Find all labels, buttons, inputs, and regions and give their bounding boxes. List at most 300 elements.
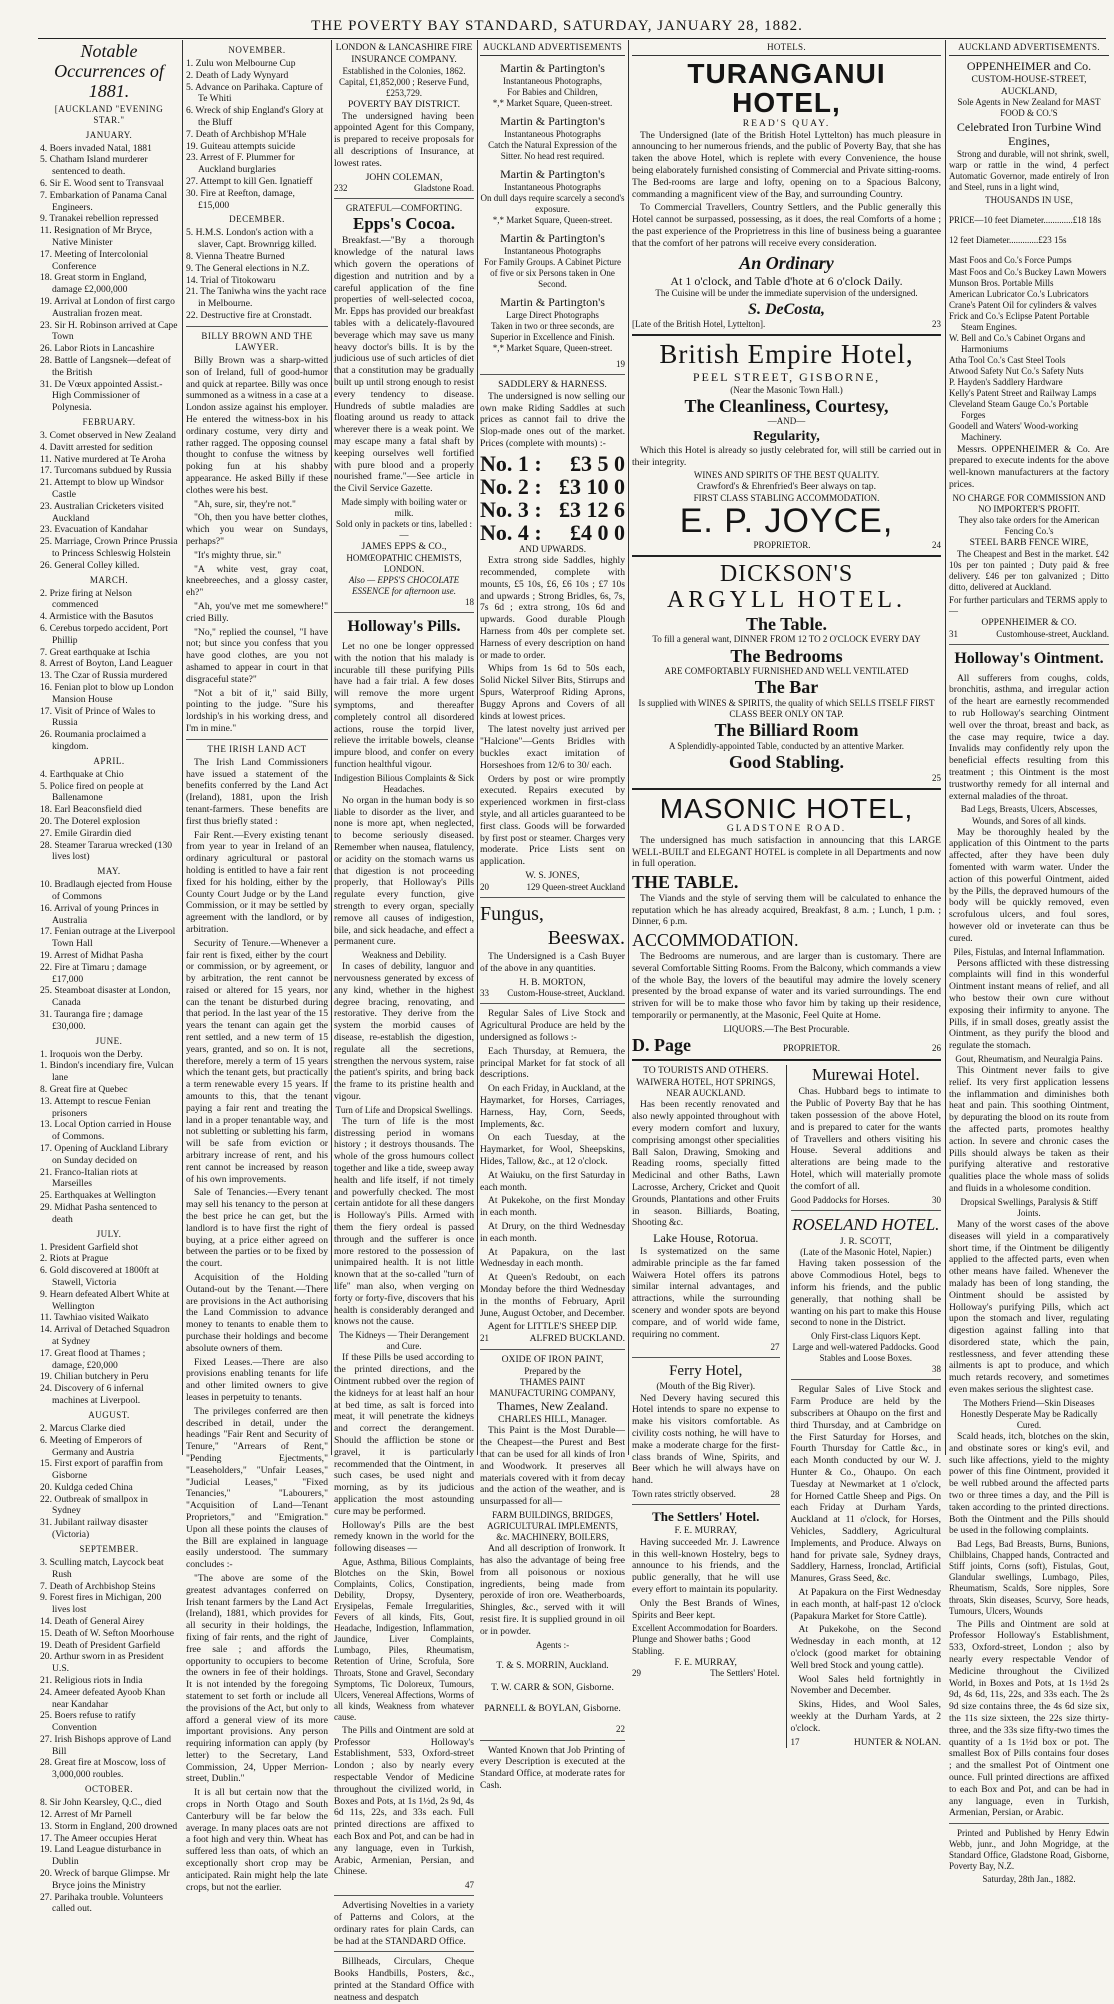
settlers-boarders: Excellent Accommodation for Boarders. xyxy=(632,1623,778,1634)
event-item: 2. Prize firing at Nelson commenced xyxy=(40,587,132,611)
saddle-label: No. 1 : xyxy=(480,450,542,476)
event-item: 22. Destructive fire at Cronstadt. xyxy=(186,310,312,322)
british-empire-text: Which this Hotel is already so justly celebrated for, will still be carried out in their integrity. xyxy=(632,444,941,468)
epps-cocoa-title: Epps's Cocoa. xyxy=(352,214,456,234)
ad-line: *,* Market Square, Queen-street. xyxy=(492,342,613,353)
article-paragraph: Fair Rent.—Every existing tenant from year to year in Ireland of an ordinary agricultural or pastoral holding is entitled to have a fair rent fixed for his holding, either by the County Court Judge or by the Land Commission, or it may be settled by agreement with the landlord, or by arbitration. xyxy=(186,829,328,935)
barb-wire-text: The Cheapest and Best in the market. £42 10s per ton painted ; Duty paid & free delivery. £46 per ton galvanized ; Ditto ditto, delivered at Auckland. xyxy=(949,548,1109,592)
ad-number: 47 xyxy=(465,1880,474,1891)
article-paragraph: "Ah, you've met me somewhere!" cried Billy. xyxy=(186,600,328,624)
column-oppenheimer-ointment xyxy=(949,42,1109,1885)
article-paragraph: "Oh, then you have better clothes, which you wear on Sundays, perhaps?" xyxy=(186,512,328,547)
event-item: 26. Labor Riots in Lancashire xyxy=(40,343,155,355)
column-header: HOTELS. xyxy=(632,42,941,56)
turanganui-subtitle: READ'S QUAY. xyxy=(742,117,831,129)
masonic-table-text: The Viands and the style of serving them will be calculated to enhance the reputation which he has already acquired, Breakfast, 8 a.m. ; Lunch, 1 p.m. ; Dinner, 6 p.m. xyxy=(632,892,941,928)
saddle-price: £3 10 0 xyxy=(559,473,625,499)
ad-number: 28 xyxy=(770,1488,780,1499)
event-item: 17. The Ameer occupies Herat xyxy=(40,1832,157,1844)
oppenheimer-city: AUCKLAND, xyxy=(1000,85,1058,97)
oxide-prep: Prepared by the xyxy=(524,1365,581,1376)
column-hotels xyxy=(632,42,941,1748)
article-paragraph: "Ah, sure, sir, they're not." xyxy=(194,498,296,510)
regular-sales-text: At Papakura on the First Wednesday in each month, at half-past 12 o'clock (Papakura Market for Store Cattle). xyxy=(790,1586,941,1622)
dicksons-title: DICKSON'S xyxy=(719,561,854,588)
beeswax-title: Beeswax. xyxy=(547,927,625,950)
saddlery-text: The undersigned is now selling our own make Riding Saddles at such prices as cannot fail to drive the Slop-made ones out of the market. Prices (complete with mounts) :- xyxy=(480,390,625,449)
photograph-ad xyxy=(480,61,625,109)
dick-bedrooms-heading: The Bedrooms xyxy=(730,645,843,666)
saddlery-name: W. S. JONES, xyxy=(525,869,580,881)
event-item: 10. Bradlaugh ejected from House of Commons xyxy=(40,879,172,903)
regular-sales-text: Skins, Hides, and Wool Sales, weekly at the Durham Yards, at 2 o'clock. xyxy=(790,1699,941,1734)
event-item: 7. Great earthquake at Ischia xyxy=(40,646,151,658)
british-empire-address: PEEL STREET, GISBORNE, xyxy=(692,369,881,384)
oppenheimer-item: Mast Foos and Co.'s Buckey Lawn Mowers xyxy=(949,266,1107,277)
ad-number: 232 xyxy=(334,183,348,194)
saddle-price-row xyxy=(480,475,625,498)
ointment-text: Scald heads, itch, blotches on the skin, and obstinate sores or king's evil, and such like affections, yield to the mighty power of this fine Ointment, provided it be well rubbed around the affected parts two or three times a day, and the Pill is taken according to the printed directions. Both the Ointment and the Pills should be used in the following complaints. xyxy=(949,1431,1109,1537)
article-paragraph: It is all but certain now that the crops in North Otago and South Canterbury will be far below the average. In many places oats are not a foot high and very thin. Wheat has suffered less than oats, of which an exceptionally short crop may be anticipated. Rain might help the late crops, but not the earlier. xyxy=(186,1787,328,1893)
masthead-rule xyxy=(38,38,1106,39)
event-item: 7. Embarkation of Panama Canal Engineers. xyxy=(40,189,168,213)
event-item: 25. Marriage, Crown Prince Prussia to Princess Schleswig Holstein xyxy=(40,536,178,559)
billheads-notice: Billheads, Circulars, Cheque Books Handbills, Posters, &c., printed at the Standard Office with neatness and despatch xyxy=(334,1956,474,2003)
event-item: 7. Death of Archbishop M'Hale xyxy=(186,128,307,140)
saddle-upwards: AND UPWARDS. xyxy=(518,544,586,555)
photographer-name: Martin & Partington's xyxy=(500,166,605,181)
ad-number: 21 xyxy=(480,1333,489,1344)
event-item: 21. Franco-Italian riots at Marseilles xyxy=(40,1166,138,1190)
event-item: 27. Irish Bishops approve of Land Bill xyxy=(40,1733,172,1757)
lake-house-text: Is systematized on the same admirable principle as the far famed Waiwera Hotel offers its patrons similar internal advantages, and attractions, while the surrounding scenery and wonder spots are beyond compare, and of world wide fame, requiring no comment. xyxy=(632,1245,780,1340)
advertising-notice: Advertising Novelties in a variety of Patterns and Colors, at the ordinary rates for plain Cards, can be had at the STANDARD Office. xyxy=(334,1900,474,1947)
event-item: 19. Chilian butchery in Peru xyxy=(40,1371,149,1383)
epps-made: Made simply with boiling water or milk. xyxy=(341,496,467,518)
article-paragraph: Sale of Tenancies.—Every tenant may sell his tenancy to the person at the best price he can get, but the landlord is to have first the right of buying, at a price either agreed on between the parties or to be fixed by the court. xyxy=(186,1187,328,1270)
event-item: 6. Cerebus torpedo accident, Port Phillip xyxy=(40,622,168,646)
oppenheimer-item: Kelly's Patent Street and Railway Lamps xyxy=(949,388,1097,399)
saddle-price: £3 5 0 xyxy=(570,450,625,476)
oppenheimer-name: OPPENHEIMER & CO. xyxy=(981,617,1077,629)
saddlery-address: 129 Queen-street Auckland xyxy=(526,881,625,892)
holloway-text: The Pills and Ointment are sold at Professor Holloway's Establishment, 533, Oxford-street London ; also by nearly every respectable Vendor of Medicine throughout the civilized world, in Boxes and Pots, at 1s 1½d, 2s 9d, 4s 6d 11s, 22s, and 33s each. Full printed directions are affixed to each Box and Pot, and can be had in any language, even in Turkish, Arabic, Armenian, Persian, and Chinese. xyxy=(334,1724,474,1878)
oppenheimer-item: Frick and Co.'s Eclipse Patent Portable Steam Engines. xyxy=(949,310,1090,332)
insurance-text: The undersigned having been appointed Agent for this Company, is prepared to receive proposals for all descriptions of Insurance, at lowest rates. xyxy=(334,110,474,169)
ad-line: Instantaneous Photographs, xyxy=(503,75,602,86)
event-item: 9. Hearn defeated Albert White at Wellington xyxy=(40,1288,170,1312)
event-item: 27. Attempt to kill Gen. Ignatieff xyxy=(186,176,313,188)
event-item: 22. Outbreak of smallpox in Sydney xyxy=(40,1493,148,1517)
further-particulars: For further particulars and TERMS apply to— xyxy=(949,595,1108,617)
decosta-late: [Late of the British Hotel, Lyttelton]. xyxy=(632,319,766,330)
event-item: 17. Visit of Prince of Wales to Russia xyxy=(40,705,156,729)
event-item: 4. Boers invaded Natal, 1881 xyxy=(40,142,152,154)
event-item: 18. Earl Beaconsfield died xyxy=(40,804,142,816)
ad-number: 22 xyxy=(616,1724,625,1735)
british-empire-motto: The Cleanliness, Courtesy, xyxy=(684,395,889,416)
event-item: 6. Meeting of Emperors of Germany and Austria xyxy=(40,1434,143,1458)
oppenheimer-item: Crane's Patent Oil for cylinders & valves xyxy=(949,299,1097,310)
billy-brown-title: BILLY BROWN AND THE LAWYER. xyxy=(201,330,313,352)
imprint-date: Saturday, 28th Jan., 1882. xyxy=(982,1874,1076,1885)
photograph-ad xyxy=(480,167,625,226)
oppenheimer-item: P. Hayden's Saddlery Hardware xyxy=(949,377,1063,388)
event-item: 28. Great fire at Moscow, loss of 3,000,000 roubles. xyxy=(40,1757,166,1781)
masonic-accommodation-heading: ACCOMMODATION. xyxy=(632,930,799,951)
notable-occurrences-title: Notable Occurrences of 1881. xyxy=(54,41,164,101)
event-item: 4. Armistice with the Basutos xyxy=(40,611,154,623)
event-item: 23. Arrest of F. Plummer for Auckland burglaries xyxy=(186,152,295,176)
oxide-agent: T. W. CARR & SON, Gisborne. xyxy=(491,1681,614,1693)
ad-number: 29 xyxy=(632,1668,641,1679)
dick-bar-heading: The Bar xyxy=(754,677,819,698)
saddle-price: £3 12 6 xyxy=(559,496,625,522)
turbine-text: Strong and durable, will not shrink, swell, warp or rattle in the wind, 4 perfect Automatic Governor, made entirely of Iron and Steel, runs in a light wind, xyxy=(949,149,1109,193)
ointment-subheading: Dropsical Swellings, Paralysis & Stiff Joints. xyxy=(960,1196,1098,1218)
event-item: 22. Fire at Timaru ; damage £17,000 xyxy=(40,961,147,985)
event-item: 14. Death of General Airey xyxy=(40,1615,145,1627)
roseland-late: (Late of the Masonic Hotel, Napier.) xyxy=(800,1247,932,1258)
event-item: 8. Arrest of Boyton, Land Leaguer xyxy=(40,658,173,670)
event-item: 17. Turcomans subdued by Russia xyxy=(40,465,172,477)
masonic-accommodation-text: The Bedrooms are numerous, and are larger than is customary. There are several Comfortable Sitting Rooms. From the Balcony, which commands a view of the whole Bay, the lovers of the beautiful may admire the lovely scenery presented by the broad expanse of water and its varied surroundings. The end striven for will be to make those who favor him by taking up their residence, temporarily or permanently, at the Masonic, Feel Quite at Home. xyxy=(632,950,941,1021)
masonic-address: GLADSTONE ROAD. xyxy=(726,823,847,834)
settlers-name: F. E. MURRAY, xyxy=(674,1656,737,1668)
event-item: 2. Riots at Prague xyxy=(40,1253,109,1265)
oppenheimer-item: W. Bell and Co.'s Cabinet Organs and Harmoniums xyxy=(949,332,1086,354)
event-item: 18. Great storm in England, damage £2,000,000 xyxy=(40,272,147,296)
ointment-text: All sufferers from coughs, colds, bronchitis, asthma, and irregular action of the heart are earnestly recommended to rub Holloway's searching Ointment well over the throat, breast and back, as the case may require, twice a day. Invalids may confidently rely upon the beneficial effects resulting from this treatment ; this Ointment is the most trustworthy remedy for all internal and external maladies of the throat. xyxy=(949,672,1109,802)
turanganui-text: To Commercial Travellers, Country Settlers, and the Public generally this Hotel cannot be surpassed, possessing, as it does, the real Comforts of a home ; the past experience of the Proprietress in this line of business being a guarantee that the comfort of her patrons will receive every consideration. xyxy=(632,202,941,249)
holloway-text: The turn of life is the most distressing period in womans history ; it destroys thousands. The whole of the gross humours collect together and like a tide, sweep away health and life itself, if not timely and powerfully checked. The most certain antidote for all these dangers is Holloway's Pills. Armed with them the fiery ordeal is passed through and the sufferer is once more restored to the possession of unimpaired health. It is not little known that at the so-called "turn of life" man also, when verging on forty or forty-five, discovers that his health is considerably deranged and knows not the cause. xyxy=(334,1115,474,1328)
event-item: 31. Tauranga fire ; damage £30,000. xyxy=(40,1009,143,1032)
event-item: 31. De Vœux appointed Assist.-High Commissioner of Polynesia. xyxy=(40,378,163,414)
insurance-subtitle: INSURANCE COMPANY. xyxy=(351,53,457,65)
imprint: Printed and Published by Henry Edwin Webb, junr., and John Mogridge, at the Standard Office, Gladstone Road, Gisborne, Poverty Bay, N.Z. xyxy=(949,1828,1109,1872)
event-item: 8. Great fire at Quebec xyxy=(40,1084,128,1096)
oxide-place: Thames, New Zealand. xyxy=(496,1398,609,1413)
regular-sales-text: At Pukekohe, on the Second Wednesday in each month, at 12 o'clock (good market for obtaining Well bred Stock and young cattle). xyxy=(790,1624,941,1671)
event-item: 5. H.M.S. London's action with a slaver, Capt. Brownrigg killed. xyxy=(186,227,317,251)
article-paragraph: Fixed Leases.—There are also provisions enabling tenants for life and other limited owners to give leases in perpetuity to tenants. xyxy=(186,1356,328,1403)
roseland-title: ROSELAND HOTEL. xyxy=(792,1214,940,1234)
event-item: 25. Steamboat disaster at London, Canada xyxy=(40,985,171,1009)
regular-sales-text: Wool Sales held fortnightly in November and December. xyxy=(790,1673,941,1697)
thousands-in-use: THOUSANDS IN USE, xyxy=(985,195,1073,206)
month-heading: NOVEMBER. xyxy=(228,45,286,55)
argyll-title: ARGYLL HOTEL. xyxy=(666,587,907,614)
event-item: 21. The Taniwha wins the yacht race in Melbourne. xyxy=(186,286,327,310)
dick-billiard-text: A Splendidly-appointed Table, conducted by an attentive Marker. xyxy=(669,740,904,751)
oxide-agent: T. & S. MORRIN, Auckland. xyxy=(496,1660,609,1672)
ad-number: 30 xyxy=(932,1194,941,1205)
event-item: 11. Native murdered at Te Aroha xyxy=(40,453,166,465)
ointment-text: Persons afflicted with these distressing complaints will find in this wonderful Ointment instant means of relief, and all who bestow their own cure without exposing their infirmity to anyone. The Pills, if in small doses, greatly assist the Ointment, as they purify the blood and regulate the stomach. xyxy=(949,957,1109,1052)
event-item: 20. Kuldga ceded China xyxy=(40,1481,133,1493)
november-events xyxy=(186,58,328,211)
oppenheimer-item: Munson Bros. Portable Mills xyxy=(949,277,1054,288)
sales-agent: Agent for LITTLE'S SHEEP DIP. xyxy=(487,1321,618,1333)
photograph-ad xyxy=(480,295,625,354)
column-insurance-cocoa-pills xyxy=(334,42,475,2003)
murewai-text: Chas. Hubbard begs to intimate to the Public of Poverty Bay that he has taken possession of the above Hotel, and is prepared to cater for the wants of Travellers and others visiting his House. Several additions and alterations are being made to the Hotel, which will materially promote the comfort of all. xyxy=(790,1086,941,1192)
oppenheimer-item: Atwood Safety Nut Co.'s Safety Nuts xyxy=(949,366,1084,377)
ad-line: Taken in two or three seconds, are Superior in Excellence and Finish. xyxy=(490,320,615,342)
oppenheimer-title: OPPENHEIMER and Co. xyxy=(966,59,1092,74)
sales-item: At Pukekohe, on the first Monday in each month. xyxy=(480,1195,625,1219)
sales-item: At Queen's Redoubt, on each Monday before the third Wednesday in the months of February, April June, August October, and December. xyxy=(480,1272,625,1319)
ordinary-times: At 1 o'clock, and Table d'hote at 6 o'clock Daily. xyxy=(670,273,903,288)
decosta-name: S. DeCosta, xyxy=(748,300,825,318)
oxide-title: OXIDE OF IRON PAINT, xyxy=(501,1353,604,1365)
ad-line: Instantaneous Photographs xyxy=(504,128,601,139)
ointment-text: This Ointment never fails to give relief. Its very first application lessens the inflammation and diminishes both heat and pain. This soothing Ointment, by depurating the blood on its route from the affected parts, promotes healthy action. In severe and chronic cases the Pills should always be taken as their purifying alterative and restorative qualities place the whole mass of solids and fluids in a wholesome condition. xyxy=(949,1065,1109,1194)
event-item: 1. President Garfield shot xyxy=(40,1241,139,1253)
fungus-name: H. B. MORTON, xyxy=(519,976,586,988)
agent-address: Gladstone Road. xyxy=(414,183,474,194)
british-empire-title: British Empire Hotel, xyxy=(659,339,914,370)
event-item: 23. Sir H. Robinson arrived at Cape Town xyxy=(40,319,178,343)
ad-number: 38 xyxy=(932,1364,941,1375)
event-item: 17. Great flood at Thames ; damage, £20,000 xyxy=(40,1347,146,1371)
event-item: 6. Sir E. Wood sent to Transvaal xyxy=(40,177,164,189)
sales-item: On each Tuesday, at the Haymarket, for Wool, Sheepskins, Hides, Tallow, &c., at 12 o'clock. xyxy=(480,1132,625,1167)
photographer-name: Martin & Partington's xyxy=(500,61,605,76)
event-item: 19. Arrival at London of first cargo Australian frozen meat. xyxy=(40,295,175,319)
oppenheimer-item: Mast Foos and Co.'s Force Pumps xyxy=(949,255,1072,266)
dick-stabling-heading: Good Stabling. xyxy=(728,751,845,772)
saddlery-title: SADDLERY & HARNESS. xyxy=(498,379,607,390)
holloway-text: No organ in the human body is so liable to disorder as the liver, and none is more apt, when neglected, to become seriously diseased. Remember when nausea, flatulency, or acidity on the stomach warns us that digestion is not proceeding properly, that Holloway's Pills regulate every function, give strength to every organ, specially remove all causes of indigestion, bile, and sick headache, and effect a permanent cure. xyxy=(334,794,474,948)
event-item: 3. Sculling match, Laycock beat Rush xyxy=(40,1556,164,1580)
event-item: 16. Arrival of young Princes in Australia xyxy=(40,902,159,926)
holloway-pills-title: Holloway's Pills. xyxy=(347,618,461,636)
december-events xyxy=(186,227,328,321)
turbine-prices xyxy=(949,215,1109,246)
ointment-subheading: Gout, Rheumatism, and Neuralgia Pains. xyxy=(955,1053,1103,1064)
british-empire-stabling: FIRST CLASS STABLING ACCOMMODATION. xyxy=(693,493,880,504)
holloway-subheading: Indigestion Bilious Complaints & Sick Headaches. xyxy=(334,772,475,794)
ad-line: *,* Market Square, Queen-street. xyxy=(492,97,613,108)
event-item: 24. Ameer defeated Ayoob Khan near Kandahar xyxy=(40,1686,166,1710)
event-item: 27. Parihaka trouble. Volunteers called out. xyxy=(40,1891,164,1915)
event-item: 12. Arrest of Mr Parnell xyxy=(40,1808,132,1820)
ad-number: 33 xyxy=(480,988,489,999)
event-item: 1. Zulu won Melbourne Cup xyxy=(186,58,296,70)
ad-number: 26 xyxy=(932,1042,941,1053)
cuisine-note: The Cuisine will be under the immediate supervision of the undersigned. xyxy=(655,288,918,299)
event-item: 6. Wreck of ship England's Glory at the Bluff xyxy=(186,105,324,129)
column-header: AUCKLAND ADVERTISEMENTS xyxy=(480,42,625,56)
oxide-agent: PARNELL & BOYLAN, Gisborne. xyxy=(484,1703,621,1715)
event-item: 19. Guiteau attempts suicide xyxy=(186,140,296,152)
joyce-proprietor: PROPRIETOR. xyxy=(753,539,811,550)
month-heading: DECEMBER. xyxy=(229,214,285,225)
saddle-price-row xyxy=(480,452,625,475)
oxide-agent-list xyxy=(480,1660,625,1715)
holloway-diseases: Ague, Asthma, Bilious Complaints, Blotches on the Skin, Bowel Complaints, Colics, Constipation, Debility, Dropsy, Dysentery, Erysipelas, Female Irregularities, Fevers of all kinds, Fits, Gout, Headache, Indigestion, Inflammation, Jaundice, Liver Complaints, Lumbago, Piles, Rheumatism, Retention of Urine, Scrofula, Sore Throats, Stone and Gravel, Secondary Symptoms, Tic Doloreux, Tumours, Ulcers, Venereal Affections, Worms of all kinds, Weakness from whatever cause. xyxy=(334,1556,474,1722)
event-item: 9. The General elections in N.Z. xyxy=(186,262,310,274)
tourists-title: TO TOURISTS AND OTHERS. xyxy=(643,1065,769,1077)
saddle-label: No. 3 : xyxy=(480,496,542,522)
event-item: 23. Evacuation of Kandahar xyxy=(40,524,148,536)
event-item: 13. Storm in England, 200 drowned xyxy=(40,1820,178,1832)
event-item: 6. Gold discovered at 1800ft at Stawell, Victoria xyxy=(40,1265,159,1289)
saddle-price-list xyxy=(480,452,625,544)
ad-number: 19 xyxy=(616,358,625,369)
event-item: 9. Tranakei rebellion repressed xyxy=(40,213,159,225)
event-item: 15. Death of W. Sefton Moorhouse xyxy=(40,1627,175,1639)
fencing-orders: They also take orders for the American Fencing Co.'s xyxy=(958,514,1100,536)
murewai-title: Murewai Hotel. xyxy=(811,1065,920,1085)
ad-line: Large Direct Photographs xyxy=(506,309,599,320)
saddle-label: No. 4 : xyxy=(480,520,542,546)
event-item: 5. Chatham Island murderer sentenced to death. xyxy=(40,154,148,178)
saddle-price: £4 0 0 xyxy=(570,520,625,546)
event-item: 2. Marcus Clarke died xyxy=(40,1422,126,1434)
event-item: 13. The Czar of Russia murdered xyxy=(40,670,168,682)
oppenheimer-item: Goodell and Waters' Wood-working Machinery. xyxy=(949,421,1079,443)
event-item: 5. Advance on Parihaka. Capture of Te Whiti xyxy=(186,81,323,105)
event-item: 7. Death of Archbishop Steins xyxy=(40,1580,156,1592)
irish-land-act-title: THE IRISH LAND ACT xyxy=(207,743,307,754)
column-auckland-advertisements xyxy=(480,42,625,1791)
waiwera-title: WAIWERA HOTEL, HOT SPRINGS, NEAR AUCKLAND. xyxy=(636,1077,776,1099)
saddlery-text: Extra strong side Saddles, highly recommended, complete with mounts, £5 10s, £6, £6 10s ; £7 10s and upwards ; Strong Bridles, 6s, 7s, 7s 6d ; extra strong, 10s 6d and upwards. Good durable Plough Harness from 40s per complete set. Harness of every description on hand or made to order. xyxy=(480,555,625,661)
insurance-agent: JOHN COLEMAN, xyxy=(365,171,443,183)
holloway-ointment-title: Holloway's Ointment. xyxy=(954,650,1104,667)
insurance-capital: Capital, £1,852,000 ; Reserve Fund, £253,729. xyxy=(339,76,469,98)
oxide-text: This Paint is the Most Durable—the Cheapest—the Purest and Best that can be used for all kinds of Iron and Woodwork. It preserves all materials covered with it from decay and the action of the weather, and is unsurpassed for all— xyxy=(480,1425,625,1508)
irish-land-act-article xyxy=(186,757,328,1894)
article-paragraph: Acquisition of the Holding Outand-out by the Tenant.—There are provisions in the Act authorising the Land Commission to advance money to tenants to enable them to purchase their holdings and become absolute owners of them. xyxy=(186,1272,328,1354)
british-empire-wines: WINES AND SPIRITS OF THE BEST QUALITY. xyxy=(693,470,880,481)
epps-text: Breakfast.—"By a thorough knowledge of the natural laws which govern the operations of digestion and nutrition and by a careful application of the fine properties of well-selected cocoa, Mr. Epps has provided our breakfast tables with a delicately-flavoured beverage which may save us many heavy doctor's bills. It is by the judicious use of such articles of diet that a constitution may be gradually built up until strong enough to resist every tendency to disease. Hundreds of subtle maladies are floating around us ready to attack wherever there is a weak point. We may escape many a fatal shaft by keeping ourselves well fortified with pure blood and a properly nourished frame."—See article in the Civil Service Gazette. xyxy=(334,235,474,495)
event-item: 14. Trial of Titokowaru xyxy=(186,274,276,286)
ferry-title: Ferry Hotel, xyxy=(669,1363,743,1380)
event-item: 27. Emile Girardin died xyxy=(40,827,132,839)
column-header: AUCKLAND ADVERTISEMENTS. xyxy=(949,42,1109,56)
sales-item: Each Thursday, at Remuera, the principal Market for fat stock of all descriptions. xyxy=(480,1045,625,1081)
no-charge-notice: NO CHARGE FOR COMMISSION AND NO IMPORTER'S PROFIT. xyxy=(952,492,1106,514)
fungus-title: Fungus, xyxy=(480,902,544,925)
oppenheimer-item: Cleveland Steam Gauge Co.'s Portable Forges xyxy=(949,399,1089,421)
epps-sold: Sold only in packets or tins, labelled :— xyxy=(336,519,472,541)
saddlery-text: Whips from 1s 6d to 50s each, Solid Nickel Silver Bits, Stirrups and Spurs, Waterproof Riding Aprons, Buggy Aprons and Covers of all kinds at lowest prices. xyxy=(480,663,625,722)
event-item: 4. Davitt arrested for sedition xyxy=(40,441,153,453)
settlers-name: F. E. MURRAY, xyxy=(674,1525,737,1537)
event-item: 31. Jubilant railway disaster (Victoria) xyxy=(40,1517,148,1541)
column-divider xyxy=(477,40,478,1455)
ad-number: 18 xyxy=(465,597,474,608)
event-item: 28. Steamer Tararua wrecked (130 lives lost) xyxy=(40,839,173,863)
ad-line: Instantaneous Photographs xyxy=(504,245,601,256)
column-divider xyxy=(331,40,332,1455)
masonic-liquors: LIQUORS.—The Best Procurable. xyxy=(723,1023,850,1034)
saddle-price-row xyxy=(480,498,625,521)
holloway-subheading: The Kidneys — Their Derangement and Cure. xyxy=(339,1330,469,1352)
british-empire-beer: Crawford's & Ehrenfried's Beer always on tap. xyxy=(696,481,877,493)
event-item: 13. Local Option carried in House of Commons. xyxy=(40,1119,172,1143)
murewai-paddocks: Good Paddocks for Horses. xyxy=(790,1194,890,1205)
event-item: 4. Earthquake at Chio xyxy=(40,768,124,780)
dick-billiard-heading: The Billiard Room xyxy=(714,720,859,741)
joyce-name: E. P. JOYCE, xyxy=(679,502,894,541)
ad-line: *,* Market Square, Queen-street. xyxy=(492,214,613,225)
british-empire-regularity: Regularity, xyxy=(753,428,820,444)
event-item: 28. Battle of Langsnek—defeat of the British xyxy=(40,354,171,378)
ordinary-heading: An Ordinary xyxy=(739,252,834,273)
column-articles xyxy=(186,42,328,1893)
event-item: 25. Boers refuse to ratify Convention xyxy=(40,1710,136,1734)
column-divider xyxy=(628,40,629,1455)
oxide-text: And all description of Ironwork. It has also the advantage of being free from all poisonous or noxious ingredients, being made from peroxide of iron ore. Weatherboards, Shingles, &c., served with it will resist fire. It is supplied ground in oil or in powder. xyxy=(480,1543,625,1637)
ferry-text: Ned Devery having secured this Hotel intends to spare no expense to make his visitors comfortable. As civility costs nothing, he will have to make a moderate charge for the first-class brands of Wine, Spirits, and Beer which he will always have on hand. xyxy=(632,1392,780,1487)
holloway-text: Let no one be longer oppressed with the notion that his malady is incurable till these purifying Pills have had a fair trial. A few doses will remove the more urgent symptoms, and thereafter completely control all disordered actions, rouse the torpid liver, relieve the irritable bowels, cleanse impure blood, and confer on every function healthful vigour. xyxy=(334,640,474,770)
event-item: 3. Comet observed in New Zealand xyxy=(40,429,176,441)
british-empire-and: —AND— xyxy=(767,416,806,427)
event-item: 2. Death of Lady Wynyard xyxy=(186,69,289,81)
oppenheimer-items xyxy=(949,255,1109,443)
settlers-title: The Settlers' Hotel. xyxy=(652,1509,760,1525)
saddlery-text: The latest novelty just arrived per "Halcione"—Gents Bridles with buckles exact imitation of Horseshoes from 12/6 to 30/ each. xyxy=(480,724,625,771)
article-paragraph: The privileges conferred are then described in detail, under the headings "Fair Rent and Security of Tenure," "Arrears of Rent," "Pending Ejectments," "Leaseholders," "Unfair Leases," "Judicial Leases," "Fixed Tenancies," "Labourers," "Acquisition of Land—Tenant Proprietors," and "Emigration." Upon all these points the clauses of the Bill are explained in language easily understood. The summary concludes :- xyxy=(186,1405,328,1571)
insurance-established: Established in the Colonies, 1862. xyxy=(342,65,466,76)
photographer-name: Martin & Partington's xyxy=(500,230,605,245)
turanganui-text: The Undersigned (late of the British Hotel Lyttelton) has much pleasure in announcing to her numerous friends, and the public of Poverty Bay, that she has taken the above Hotel, which is replete with every Convenience, the house being elaborately furnished consisting of Commercial and Private sitting-rooms. The Bed-rooms are large and lofty, opening on to a Spacious Balcony, commanding a magnificent view of the Bay, and surrounding Country. xyxy=(632,129,941,200)
month-heading: AUGUST. xyxy=(88,1409,130,1420)
dick-table-heading: The Table. xyxy=(745,613,828,634)
hunter-nolan: HUNTER & NOLAN. xyxy=(853,1736,941,1748)
article-paragraph: Security of Tenure.—Whenever a fair rent is fixed, either by the court or commission, or by agreement, or by arbitration, the rent cannot be raised or altered for 15 years, nor can the tenant be disturbed during that period. In the last year of the 15 years the tenant can again get the rent settled, and a new term of 15 years, granted, and so on. It is not, therefore, merely a term of 15 years which the tenant gets, but practically a term renewable every 15 years. If amounts to this, that the tenant paying a fair rent and treating the land in a proper tenantable way, and not subletting or subletting his farm, will be safe from eviction or arbitrary increase of rent, and his rent cannot be increased by reason of his own improvements. xyxy=(186,937,328,1185)
event-item: 5. Police fired on people at Ballenamone xyxy=(40,780,144,804)
page-proprietor: PROPRIETOR. xyxy=(782,1042,841,1053)
event-item: 17. Opening of Auckland Library on Sunday decided on xyxy=(40,1143,169,1166)
column-divider xyxy=(945,40,946,1455)
source-line: [AUCKLAND "EVENING STAR." xyxy=(54,104,164,126)
masthead: THE POVERTY BAY STANDARD, SATURDAY, JANUARY 28, 1882. xyxy=(311,18,803,34)
ad-number: 23 xyxy=(932,319,941,330)
ointment-subheading: Piles, Fistulas, and Internal Inflammation. xyxy=(953,946,1105,957)
fungus-text: The Undersigned is a Cash Buyer of the above in any quantities. xyxy=(480,950,625,974)
epps-name: JAMES EPPS & CO., xyxy=(361,541,447,553)
lake-house-title: Lake House, Rotorua. xyxy=(653,1231,759,1246)
ointment-subheading: Bad Legs, Breasts, Ulcers, Abscesses, Wounds, and Sores of all kinds. xyxy=(960,804,1098,826)
event-item: 25. Earthquakes at Wellington xyxy=(40,1190,156,1202)
month-heading: FEBRUARY. xyxy=(82,416,136,427)
oppenheimer-text: Messrs. OPPENHEIMER & Co. Are prepared to execute indents for the above well-known manufacturers at the factory prices. xyxy=(949,443,1109,490)
ad-number: 31 xyxy=(949,628,958,639)
masonic-table-heading: THE TABLE. xyxy=(632,872,739,893)
event-item: 11. Tawhiao visited Waikato xyxy=(40,1312,149,1324)
event-item: 9. Forest fires in Michigan, 200 lives lost xyxy=(40,1592,162,1616)
settlers-text: Having succeeded Mr. J. Lawrence in this well-known Hostelry, begs to announce to his friends, and the public generally, that he will use every effort to maintain its popularity. xyxy=(632,1536,780,1595)
roseland-name: J. R. SCOTT, xyxy=(839,1235,892,1247)
event-item: 1. Iroquois won the Derby. xyxy=(40,1048,143,1060)
month-heading: JULY. xyxy=(96,1228,122,1239)
event-item: 20. The Doterel explosion xyxy=(40,816,141,827)
photographer-name: Martin & Partington's xyxy=(500,294,605,309)
ointment-subheading: The Mothers Friend—Skin Diseases Honestly Desperate May be Radically Cured. xyxy=(960,1397,1098,1430)
column-divider xyxy=(182,40,183,1455)
sales-item: At Waiuku, on the first Saturday in each month. xyxy=(480,1169,625,1193)
holloway-text: In cases of debility, languor and nervousness generated by excess of any kind, whether in the highest degree bracing, renovating, and restorative. They derive from the system the morbid causes of disease, re-establish the digestion, regulate all the secretions, strengthen the nervous system, raise the patient's spirits, and bring back the frame to its pristine health and vigour. xyxy=(334,961,474,1103)
turanganui-title: TURANGANUI HOTEL, xyxy=(687,58,886,119)
roseland-paddocks: Large and well-watered Paddocks. Good Stables and Loose Boxes. xyxy=(792,1342,940,1364)
waiwera-text: Has been recently renovated and also newly appointed throughout with every modern comfort and luxury, comprising amongst other specialities Ball Salon, Drawing, Smoking and Reading rooms, specially fitted Medicinal and other Baths, Lawn Lacrosse, Archery, Cricket and Quoit Grounds, Plantations and other Fruits in season. Billiards, Boating, Shooting &c. xyxy=(632,1099,780,1229)
turbine-price: 12 feet Diameter.............£23 15s xyxy=(949,235,1067,246)
